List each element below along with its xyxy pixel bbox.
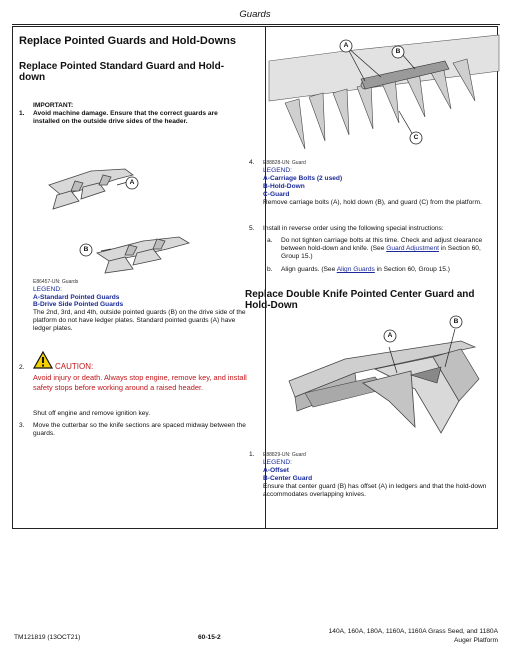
legend-description: The 2nd, 3rd, and 4th, outside pointed guards (B) on the drive side of the platform do not have ledger plates. Standard pointed guards (A) have ledger plates. xyxy=(33,309,246,332)
legend-title-2: LEGEND: xyxy=(263,167,292,174)
callout-b-label-3: B xyxy=(453,318,459,325)
align-guards-link[interactable]: Align Guards xyxy=(336,266,375,273)
callout-a-label-2: A xyxy=(343,42,349,49)
substep-b-text: Align guards. (See Align Guards in Section 60, Group 15.) xyxy=(281,266,450,273)
header-rule xyxy=(12,24,500,25)
callout-a-label: A xyxy=(129,179,135,186)
page-title: Replace Pointed Guards and Hold-Downs xyxy=(19,35,236,47)
substep-b-label: b. xyxy=(267,266,273,273)
section-header: Guards xyxy=(239,9,271,20)
legend-item-a: A-Standard Pointed Guards xyxy=(33,294,120,301)
callout-c-label: C xyxy=(413,134,419,141)
step-1-text: Ensure that center guard (B) has offset (A) in ledgers and that the hold-down accommodates overlapping knives. xyxy=(263,483,487,498)
section-subtitle: Replace Pointed Standard Guard and Hold-down xyxy=(19,61,225,83)
content-frame xyxy=(12,26,498,529)
carriage-bolt-illustration xyxy=(265,31,499,153)
legend-item-offset: A-Offset xyxy=(263,467,290,474)
figure-code-3: E88829-UN: Guard xyxy=(263,452,306,458)
legend-item-hold-down: B-Hold-Down xyxy=(263,183,305,190)
footer-doc-id: TM121819 (13OCT21) xyxy=(14,634,81,641)
legend-title-3: LEGEND: xyxy=(263,459,292,466)
figure-code: E86457-UN: Guards xyxy=(33,279,79,285)
important-text: Avoid machine damage. Ensure that the correct guards are installed on the outside drive sides of the header. xyxy=(33,110,218,125)
shutoff-instruction: Shut off engine and remove ignition key. xyxy=(33,410,151,417)
important-label: IMPORTANT: xyxy=(33,102,74,109)
footer-models: 140A, 160A, 180A, 1160A, 1160A Grass Seed, and 1180A xyxy=(328,628,498,635)
center-guard-illustration xyxy=(265,327,499,441)
guard-adjustment-link[interactable]: Guard Adjustment xyxy=(386,245,439,252)
callout-b-label: B xyxy=(83,246,89,253)
caution-number: 2. xyxy=(19,364,25,371)
step-5-text: Install in reverse order using the following special instructions: xyxy=(263,225,444,232)
step-3-text: Move the cutterbar so the knife sections are spaced midway between the guards. xyxy=(33,422,246,437)
step-4-number: 4. xyxy=(249,159,255,166)
important-number: 1. xyxy=(19,110,25,117)
substep-a-label: a. xyxy=(267,237,273,244)
legend-title: LEGEND: xyxy=(33,286,62,293)
caution-label: CAUTION: xyxy=(55,362,94,371)
legend-item-carriage-bolts: A-Carriage Bolts (2 used) xyxy=(263,175,343,182)
warning-icon xyxy=(33,351,53,369)
substep-a-text: Do not tighten carriage bolts at this time. Check and adjust clearance between hold-down and knife. (See Guard Adjustment in Section 60, Group 15.) xyxy=(281,237,483,260)
step-5-number: 5. xyxy=(249,225,255,232)
legend-item-b: B-Drive Side Pointed Guards xyxy=(33,301,124,308)
footer-platform: Auger Platform xyxy=(454,637,498,644)
figure-code-2: E88828-UN: Guard xyxy=(263,160,306,166)
step-4-text: Remove carriage bolts (A), hold down (B), and guard (C) from the platform. xyxy=(263,199,482,206)
legend-item-guard: C-Guard xyxy=(263,191,290,198)
caution-text: Avoid injury or death. Always stop engine, remove key, and install safety stops before working around a raised header. xyxy=(33,373,247,392)
callout-a-label-3: A xyxy=(387,332,393,339)
footer-page-number: 60-15-2 xyxy=(198,634,221,641)
step-1-number: 1. xyxy=(249,451,255,458)
legend-item-center-guard: B-Center Guard xyxy=(263,475,313,482)
callout-b-label-2: B xyxy=(395,48,401,55)
section-title-center-guard: Replace Double Knife Pointed Center Guard and Hold-Down xyxy=(245,289,475,311)
step-3-number: 3. xyxy=(19,422,25,429)
